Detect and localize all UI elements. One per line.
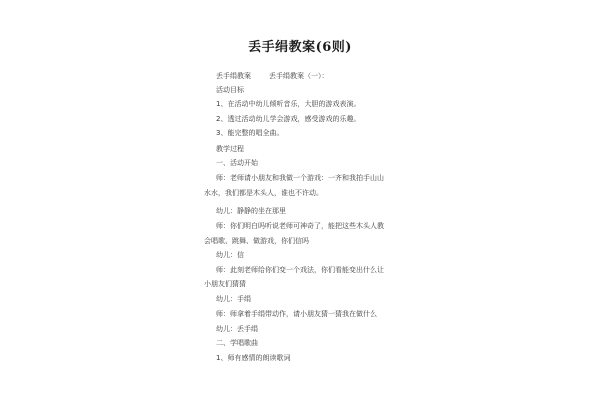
paragraph-line: 一、活动开始	[216, 159, 258, 167]
paragraph-line: 活动目标	[216, 86, 244, 94]
paragraph-line: 水水，我们都是木头人，谁也不许动。	[204, 189, 323, 197]
paragraph-line: 1、师有感情的朗读歌词	[216, 354, 291, 362]
paragraph-line: 幼儿：手绢	[216, 295, 251, 303]
paragraph-line: 会唱歌、跳舞、做游戏，你们信吗	[204, 237, 309, 245]
paragraph-line: 师：此刻老师给你们变一个戏法，你们看能变出什么让	[216, 266, 384, 274]
document-title: 丢手绢教案(6则)	[248, 40, 352, 55]
paragraph-line: 幼儿：静静的坐在那里	[216, 207, 286, 215]
paragraph-line: 师：老师请小朋友和我做一个游戏：一齐和我拍手山山	[216, 174, 384, 182]
paragraph-line: 二、学唱歌曲	[216, 339, 258, 347]
paragraph-line: 2、透过活动幼儿学会游戏，感受游戏的乐趣。	[216, 115, 361, 123]
paragraph-line: 小朋友们猜猜	[204, 280, 246, 288]
paragraph-line: 师：你们明白吗听说老师可神奇了，能把这些木头人教	[216, 222, 384, 230]
paragraph-line: 幼儿：丢手绢	[216, 325, 258, 333]
paragraph-line: 幼儿：信	[216, 251, 244, 259]
paragraph-line: 3、能完整的唱全曲。	[216, 129, 284, 137]
subtitle-line	[216, 72, 329, 81]
subtitle-right: 丢手绢教案（一）：	[269, 72, 329, 80]
paragraph-line: 师：师拿着手绢带动作，请小朋友猜一猜我在做什么	[216, 310, 377, 318]
paragraph-line: 教学过程	[216, 145, 244, 153]
subtitle-left: 丢手绢教案	[216, 72, 251, 80]
paragraph-line: 1、在活动中幼儿倾听音乐，大胆的游戏表演。	[216, 100, 361, 108]
